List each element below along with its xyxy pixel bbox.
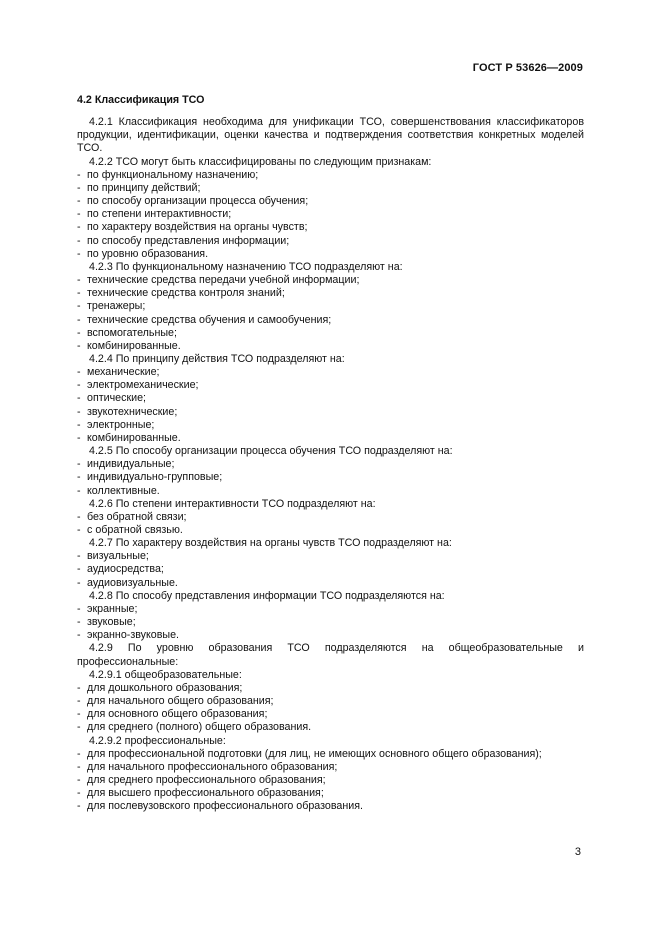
- list-item-text: оптические;: [87, 392, 147, 405]
- list-item-text: для среднего профессионального образования;: [87, 773, 326, 786]
- list-item-text: аудиосредства;: [87, 563, 164, 576]
- list-item: [77, 774, 584, 787]
- list-item: [77, 695, 584, 708]
- list-item-text: механические;: [87, 366, 160, 379]
- list-item: [77, 366, 584, 379]
- list-marker: -: [77, 629, 81, 642]
- clause-heading: 4.2.8 По способу представления информации ТСО подразделяются на:: [89, 589, 445, 602]
- list-item-text: комбинированные.: [87, 431, 181, 444]
- clause-paragraph: 4.2.1 Классификация необходима для унификации ТСО, совершенствования классификаторов продукции, идентификации, оценки качества и подтверждения соответствия конкретных моделей ТСО.: [77, 116, 584, 155]
- section-title: 4.2 Классификация ТСО: [77, 94, 205, 106]
- clause-heading: 4.2.4 По принципу действия ТСО подразделяют на:: [89, 352, 345, 365]
- list-marker: -: [77, 681, 81, 694]
- document-body: [77, 94, 584, 813]
- list-marker: -: [77, 418, 81, 431]
- list-marker: -: [77, 195, 81, 208]
- list-marker: -: [77, 800, 81, 813]
- list-marker: -: [77, 366, 81, 379]
- list-item: [77, 406, 584, 419]
- list-item-text: для начального общего образования;: [87, 695, 274, 708]
- list-marker: -: [77, 458, 81, 471]
- list-item-text: для высшего профессионального образования;: [87, 787, 324, 800]
- list-item: [77, 208, 584, 221]
- list-marker: -: [77, 405, 81, 418]
- list-item: [77, 340, 584, 353]
- list-marker: -: [77, 773, 81, 786]
- list-item-text: комбинированные.: [87, 339, 181, 352]
- list-marker: -: [77, 484, 81, 497]
- list-marker: -: [77, 313, 81, 326]
- list-item: [77, 721, 584, 734]
- list-item: [77, 432, 584, 445]
- list-item: [77, 629, 584, 642]
- list-item-text: аудиовизуальные.: [87, 576, 178, 589]
- list-item: [77, 550, 584, 563]
- list-item-text: для начального профессионального образования;: [87, 760, 338, 773]
- clause-heading: 4.2.3 По функциональному назначению ТСО подразделяют на:: [89, 260, 403, 273]
- list-marker: -: [77, 695, 81, 708]
- list-item-text: с обратной связью.: [87, 524, 183, 536]
- list-item: [77, 287, 584, 300]
- list-marker: -: [77, 234, 81, 247]
- list-marker: -: [77, 326, 81, 339]
- list-item-text: вспомогательные;: [87, 326, 177, 339]
- list-item: [77, 458, 584, 471]
- list-item-text: технические средства обучения и самообучения;: [87, 313, 332, 326]
- list-item-text: индивидуально-групповые;: [87, 471, 223, 484]
- list-item-text: для среднего (полного) общего образования.: [87, 721, 312, 734]
- list-item-text: звуковые;: [87, 616, 136, 629]
- list-item: [77, 471, 584, 484]
- list-item: [77, 221, 584, 234]
- list-item-text: экранно-звуковые.: [87, 629, 180, 642]
- list-marker: -: [77, 392, 81, 405]
- clause-heading: 4.2.5 По способу организации процесса обучения ТСО подразделяют на:: [89, 445, 453, 458]
- list-item-text: звукотехнические;: [87, 405, 178, 418]
- list-marker: -: [77, 787, 81, 800]
- list-item: [77, 327, 584, 340]
- list-marker: -: [77, 760, 81, 773]
- clause-heading: 4.2.6 По степени интерактивности ТСО подразделяют на:: [89, 497, 376, 510]
- list-item: [77, 682, 584, 695]
- list-marker: -: [77, 431, 81, 444]
- list-item: [77, 563, 584, 576]
- list-item-text: для послевузовского профессионального образования.: [87, 800, 363, 813]
- list-item: [77, 787, 584, 800]
- list-marker: -: [77, 274, 81, 287]
- clause-heading: 4.2.7 По характеру воздействия на органы чувств ТСО подразделяют на:: [89, 537, 452, 550]
- list-item: [77, 182, 584, 195]
- list-marker: -: [77, 747, 81, 760]
- list-item: [77, 314, 584, 327]
- list-item-text: коллективные.: [87, 484, 160, 497]
- list-item: [77, 379, 584, 392]
- list-item: [77, 392, 584, 405]
- list-item: [77, 169, 584, 182]
- list-marker: -: [77, 576, 81, 589]
- list-item: [77, 748, 584, 761]
- list-item: [77, 524, 584, 537]
- list-item-text: по функциональному назначению;: [87, 168, 259, 181]
- list-marker: -: [77, 721, 81, 734]
- list-item-text: для профессиональной подготовки (для лиц, не имеющих основного общего образования);: [87, 747, 542, 760]
- list-item: [77, 603, 584, 616]
- list-marker: -: [77, 524, 81, 536]
- list-marker: -: [77, 616, 81, 629]
- list-item-text: по характеру воздействия на органы чувств;: [87, 221, 308, 234]
- list-marker: -: [77, 208, 81, 221]
- list-item-text: по способу представления информации;: [87, 234, 290, 247]
- list-marker: -: [77, 471, 81, 484]
- list-item: [77, 235, 584, 248]
- list-marker: -: [77, 181, 81, 194]
- list-item-text: для основного общего образования;: [87, 708, 268, 721]
- list-item-text: по способу организации процесса обучения;: [87, 195, 309, 208]
- list-item-text: электромеханические;: [87, 379, 199, 392]
- list-marker: -: [77, 221, 81, 234]
- clause-list: [77, 116, 584, 813]
- list-marker: -: [77, 168, 81, 181]
- document-code: ГОСТ Р 53626—2009: [472, 62, 583, 74]
- list-marker: -: [77, 602, 81, 615]
- list-item-text: по уровню образования.: [87, 247, 209, 260]
- list-item: [77, 248, 584, 261]
- list-marker: -: [77, 300, 81, 313]
- list-marker: -: [77, 550, 81, 563]
- clause-heading: 4.2.2 ТСО могут быть классифицированы по следующим признакам:: [89, 155, 432, 168]
- list-item: [77, 577, 584, 590]
- clause-paragraph: 4.2.9 По уровню образования ТСО подразделяются на общеобразовательные и профессиональные:: [77, 642, 584, 668]
- list-item: [77, 195, 584, 208]
- clause-heading: 4.2.9.2 профессиональные:: [89, 734, 226, 747]
- list-item-text: технические средства передачи учебной информации;: [87, 274, 360, 287]
- list-marker: -: [77, 708, 81, 721]
- list-item: [77, 800, 584, 813]
- list-item-text: электронные;: [87, 418, 155, 431]
- list-marker: -: [77, 247, 81, 260]
- list-item-text: индивидуальные;: [87, 458, 175, 471]
- list-item-text: по принципу действий;: [87, 181, 201, 194]
- list-item: [77, 616, 584, 629]
- list-item-text: экранные;: [87, 602, 138, 615]
- list-item: [77, 761, 584, 774]
- list-item: [77, 485, 584, 498]
- list-item: [77, 300, 584, 313]
- page-number: 3: [574, 846, 581, 858]
- list-item: [77, 274, 584, 287]
- list-item-text: для дошкольного образования;: [87, 681, 243, 694]
- list-marker: -: [77, 339, 81, 352]
- list-item: [77, 511, 584, 524]
- list-item: [77, 708, 584, 721]
- list-item-text: без обратной связи;: [87, 510, 187, 523]
- list-marker: -: [77, 563, 81, 576]
- list-item-text: тренажеры;: [87, 300, 146, 313]
- list-item-text: визуальные;: [87, 550, 149, 563]
- list-marker: -: [77, 510, 81, 523]
- list-item-text: по степени интерактивности;: [87, 208, 232, 221]
- list-marker: -: [77, 287, 81, 300]
- list-item-text: технические средства контроля знаний;: [87, 287, 285, 300]
- list-item: [77, 419, 584, 432]
- clause-heading: 4.2.9.1 общеобразовательные:: [89, 668, 242, 681]
- list-marker: -: [77, 379, 81, 392]
